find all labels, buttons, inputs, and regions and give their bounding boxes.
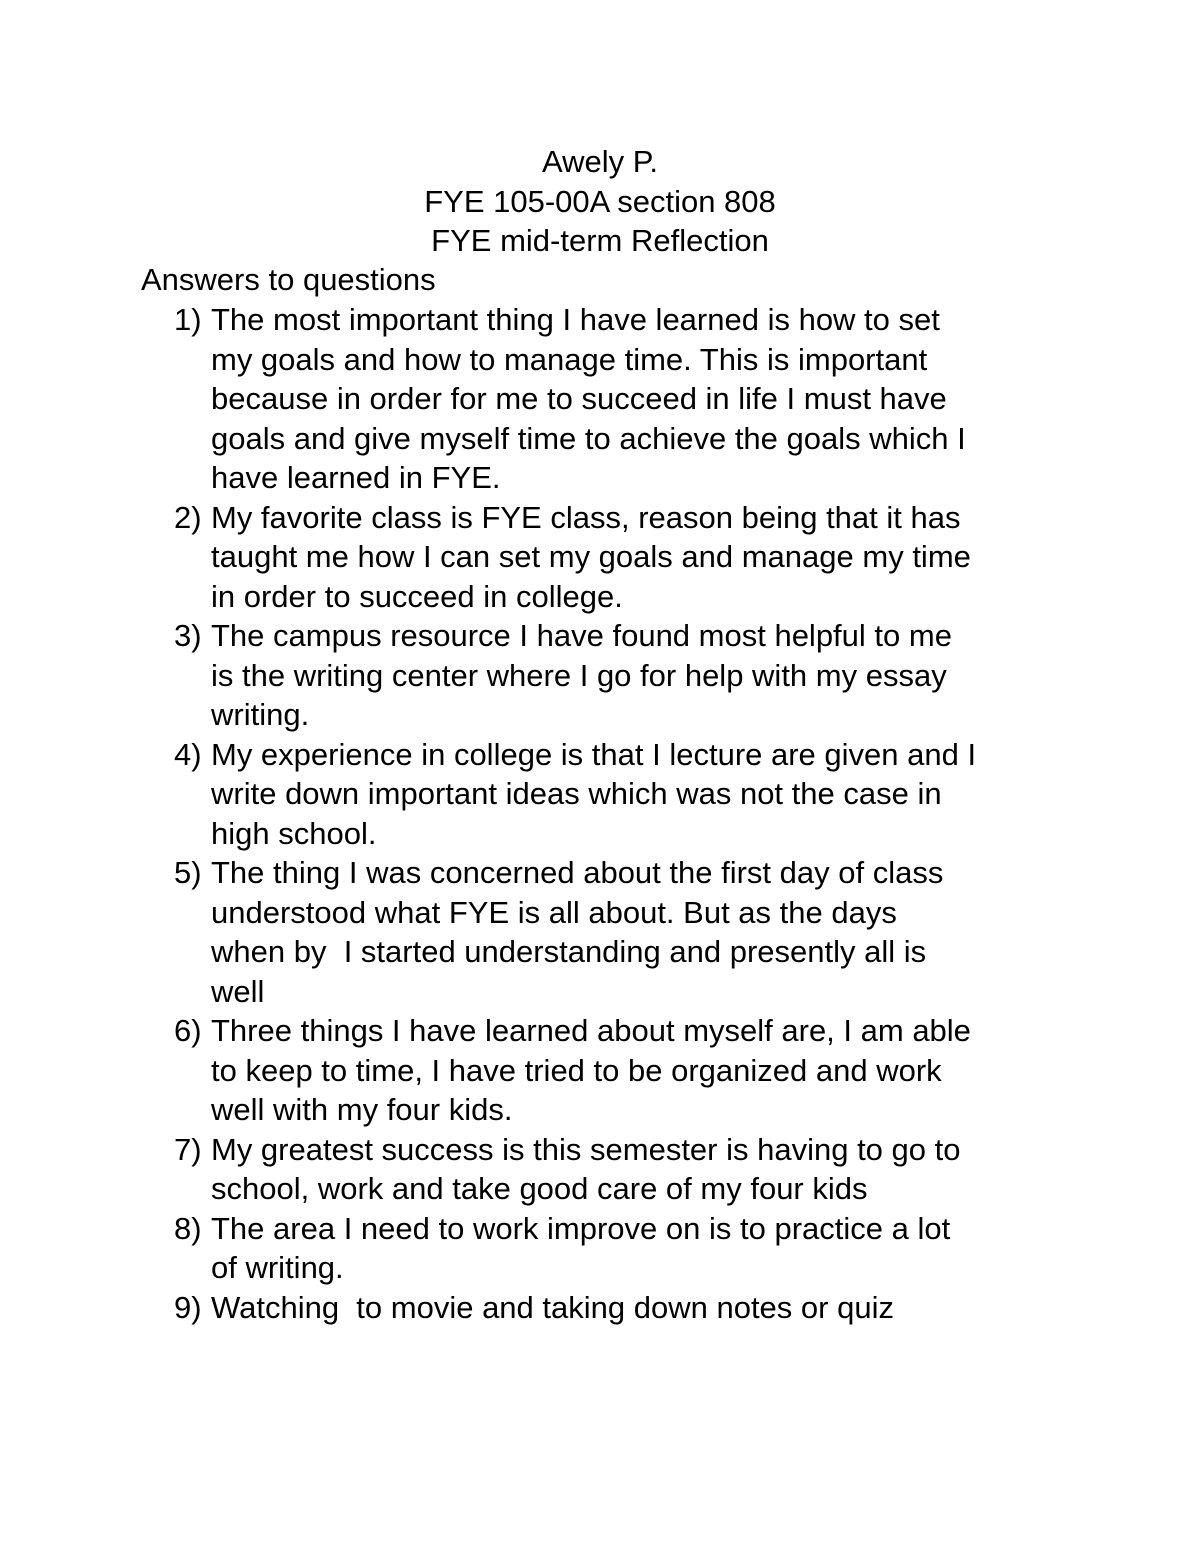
answer-line: of writing. xyxy=(211,1250,344,1285)
document-title: FYE mid-term Reflection xyxy=(431,223,769,258)
answer-item xyxy=(0,735,1200,854)
answer-line: Three things I have learned about myself are, I am able xyxy=(211,1013,971,1048)
course-section: FYE 105-00A section 808 xyxy=(424,183,776,219)
answer-line: My favorite class is FYE class, reason being that it has xyxy=(211,499,961,535)
answer-text xyxy=(211,1011,1071,1130)
answer-line: is the writing center where I go for help with my essay xyxy=(211,657,947,693)
answer-line: well xyxy=(211,973,265,1009)
answer-item xyxy=(0,498,1200,617)
answer-line: school, work and take good care of my four kids xyxy=(211,1171,868,1206)
answer-line: well with my four kids. xyxy=(211,1092,513,1127)
answer-number: 4) xyxy=(174,736,202,772)
answer-number: 9) xyxy=(174,1289,202,1325)
answer-text xyxy=(211,1209,1071,1288)
answer-text xyxy=(211,1288,1071,1328)
answer-item xyxy=(0,616,1200,735)
answer-line: writing. xyxy=(211,697,310,732)
answer-line: taught me how I can set my goals and manage my time xyxy=(211,539,971,574)
answer-line: Watching to movie and taking down notes or quiz xyxy=(211,1289,894,1325)
answer-text xyxy=(211,498,1071,617)
answer-line: goals and give myself time to achieve the goals which I xyxy=(211,420,966,456)
answers-intro: Answers to questions xyxy=(141,262,436,297)
answer-text xyxy=(211,853,1071,1011)
answer-line: write down important ideas which was not the case in xyxy=(211,776,942,811)
answer-line: The most important thing I have learned is how to set xyxy=(211,302,940,337)
answer-item xyxy=(0,1130,1200,1209)
answer-item xyxy=(0,1209,1200,1288)
answer-number: 8) xyxy=(174,1210,202,1246)
answer-number: 2) xyxy=(174,499,202,535)
answer-text xyxy=(211,616,1071,735)
answer-line: high school. xyxy=(211,815,377,851)
answer-line: my goals and how to manage time. This is important xyxy=(211,341,928,377)
answer-text xyxy=(211,300,1071,498)
answer-text xyxy=(211,1130,1071,1209)
author-name: Awely P. xyxy=(541,144,659,179)
answer-item xyxy=(0,853,1200,1011)
document-header xyxy=(0,142,1200,261)
answer-line: because in order for me to succeed in life I must have xyxy=(211,381,947,416)
answer-number: 1) xyxy=(174,302,202,337)
answer-line: to keep to time, I have tried to be organized and work xyxy=(211,1052,942,1088)
answer-number: 3) xyxy=(174,618,202,653)
answer-line: in order to succeed in college. xyxy=(211,578,623,614)
answer-item xyxy=(0,300,1200,498)
answer-line: have learned in FYE. xyxy=(211,460,501,495)
answer-text xyxy=(211,735,1071,854)
answer-line: The thing I was concerned about the first day of class xyxy=(211,855,944,890)
answer-line: when by I started understanding and presently all is xyxy=(211,934,927,969)
answer-number: 6) xyxy=(174,1013,202,1048)
answer-line: My experience in college is that I lecture are given and I xyxy=(211,736,977,772)
answer-number: 5) xyxy=(174,855,202,890)
answer-line: understood what FYE is all about. But as the days xyxy=(211,894,897,930)
answers-list xyxy=(0,300,1200,1327)
answer-number: 7) xyxy=(174,1131,202,1167)
answer-item xyxy=(0,1011,1200,1130)
answer-line: The area I need to work improve on is to practice a lot xyxy=(211,1210,951,1246)
answer-line: My greatest success is this semester is having to go to xyxy=(211,1131,961,1167)
answer-item xyxy=(0,1288,1200,1328)
answer-line: The campus resource I have found most helpful to me xyxy=(211,618,952,653)
